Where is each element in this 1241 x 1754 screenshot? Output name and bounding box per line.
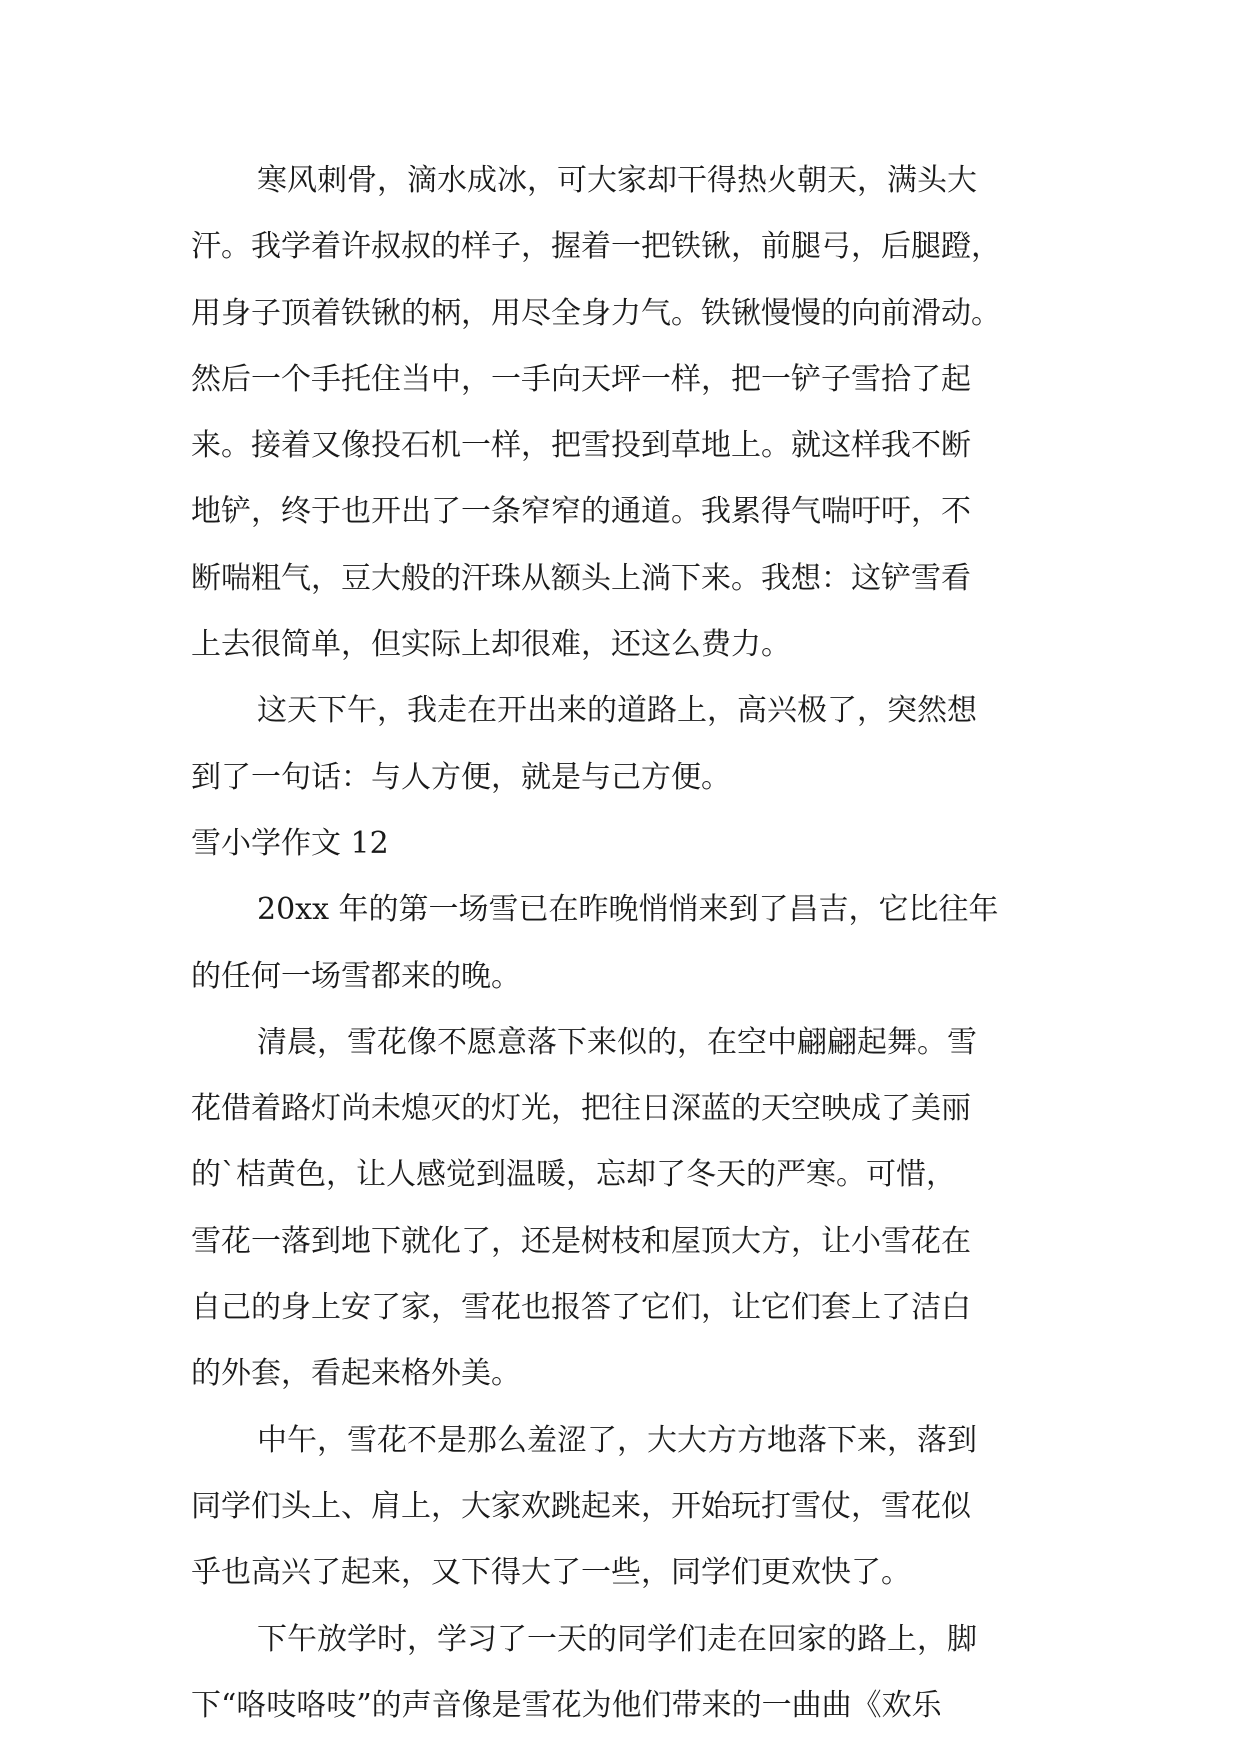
- text-line: 用身子顶着铁锹的柄，用尽全身力气。铁锹慢慢的向前滑动。: [191, 295, 1001, 331]
- text-line: 自己的身上安了家，雪花也报答了它们，让它们套上了洁白: [191, 1290, 971, 1326]
- text-line: 同学们头上、肩上，大家欢跳起来，开始玩打雪仗，雪花似: [191, 1488, 971, 1524]
- text-line: 汗。我学着许叔叔的样子，握着一把铁锹，前腿弓，后腿蹬，: [191, 229, 1001, 265]
- text-line: 下午放学时，学习了一天的同学们走在回家的路上，脚: [257, 1621, 977, 1657]
- text-line: 花借着路灯尚未熄灭的灯光，把往日深蓝的天空映成了美丽: [191, 1091, 971, 1127]
- text-line: 清晨，雪花像不愿意落下来似的，在空中翩翩起舞。雪: [257, 1024, 977, 1060]
- text-line: 到了一句话：与人方便，就是与己方便。: [191, 759, 731, 795]
- text-line: 然后一个手托住当中，一手向天坪一样，把一铲子雪拾了起: [191, 361, 971, 397]
- text-line: 寒风刺骨，滴水成冰，可大家却干得热火朝天，满头大: [257, 163, 977, 198]
- text-line: 乎也高兴了起来，又下得大了一些，同学们更欢快了。: [191, 1555, 911, 1591]
- text-line: 的外套，看起来格外美。: [191, 1356, 521, 1392]
- text-line: 断喘粗气，豆大般的汗珠从额头上淌下来。我想：这铲雪看: [191, 560, 971, 596]
- text-line: 20xx 年的第一场雪已在昨晚悄悄来到了昌吉，它比往年: [257, 892, 999, 928]
- document-body: [191, 160, 1051, 1751]
- text-line: 中午，雪花不是那么羞涩了，大大方方地落下来，落到: [257, 1422, 977, 1458]
- text-line: 上去很简单，但实际上却很难，还这么费力。: [191, 627, 791, 663]
- text-line: 这天下午，我走在开出来的道路上，高兴极了，突然想: [257, 693, 977, 729]
- text-line: 雪花一落到地下就化了，还是树枝和屋顶大方，让小雪花在: [191, 1223, 971, 1259]
- section-heading: 雪小学作文 12: [191, 825, 389, 861]
- text-line: 下“咯吱咯吱”的声音像是雪花为他们带来的一曲曲《欢乐: [191, 1687, 942, 1723]
- text-line: 的`桔黄色，让人感觉到温暖，忘却了冬天的严寒。可惜，: [191, 1157, 956, 1193]
- text-line: 的任何一场雪都来的晚。: [191, 958, 521, 994]
- text-line: 地铲，终于也开出了一条窄窄的通道。我累得气喘吁吁，不: [191, 494, 971, 530]
- text-line: 来。接着又像投石机一样，把雪投到草地上。就这样我不断: [191, 428, 971, 464]
